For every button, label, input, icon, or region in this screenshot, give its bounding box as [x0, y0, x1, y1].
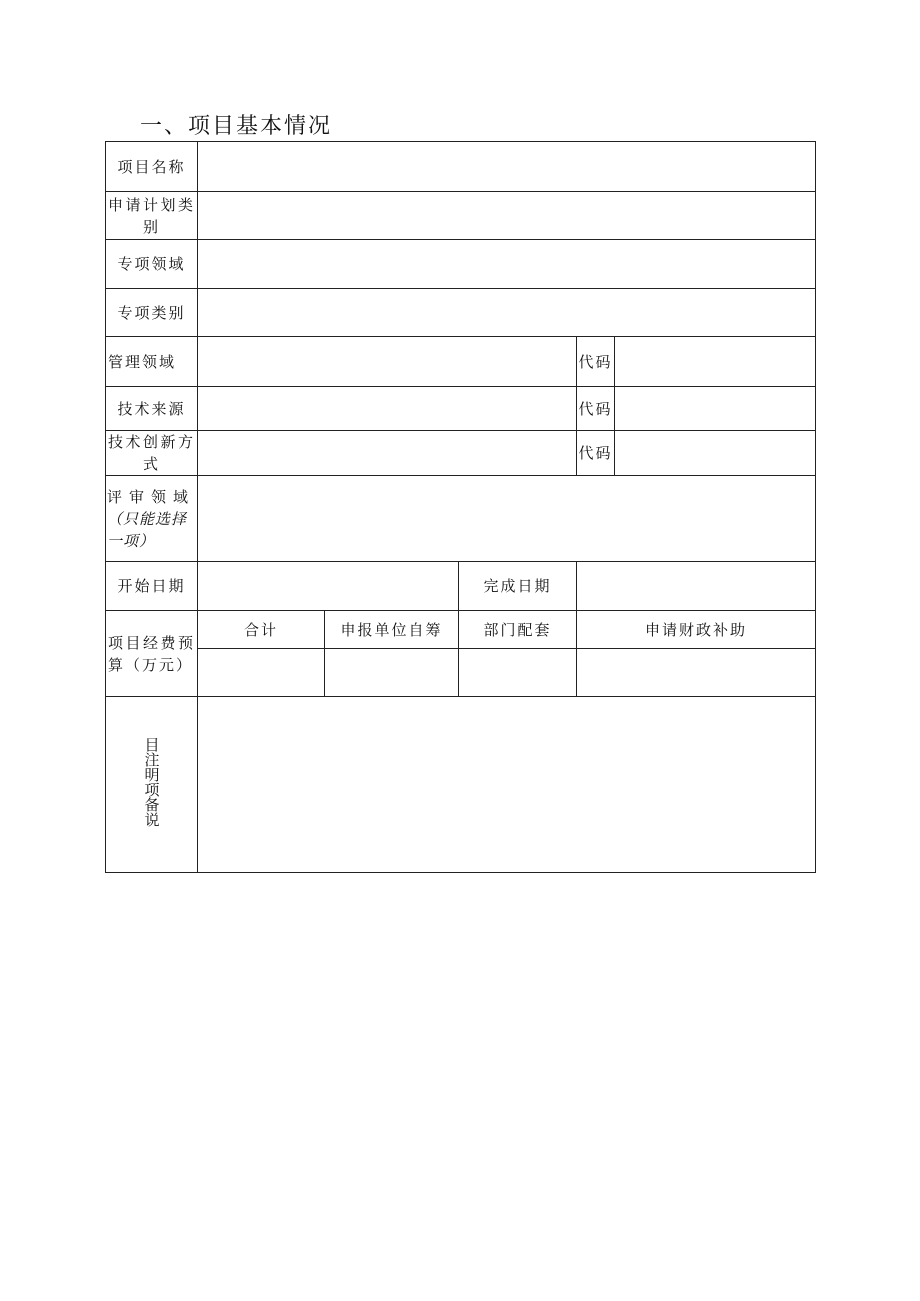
remarks-field[interactable] — [198, 697, 816, 873]
budget-label-line2: 算（万元） — [108, 655, 194, 674]
innovation-code-field[interactable] — [615, 431, 816, 476]
budget-total-header: 合计 — [198, 611, 325, 649]
tech-source-code-field[interactable] — [615, 387, 816, 431]
innovation-code-label: 代码 — [577, 431, 615, 476]
plan-category-label-line1: 申请计划类 — [108, 195, 195, 214]
budget-self-field[interactable] — [325, 649, 459, 697]
plan-category-label-line2: 别 — [142, 217, 160, 236]
management-code-label: 代码 — [577, 337, 615, 387]
end-date-field[interactable] — [577, 562, 816, 611]
tech-source-field[interactable] — [198, 387, 577, 431]
tech-source-label: 技术来源 — [106, 387, 198, 431]
plan-category-label — [106, 192, 198, 240]
innovation-field[interactable] — [198, 431, 577, 476]
innovation-label-line2: 式 — [142, 455, 160, 473]
project-info-table — [105, 141, 816, 873]
remarks-label — [106, 697, 198, 873]
project-name-field[interactable] — [198, 142, 816, 192]
budget-subsidy-field[interactable] — [577, 649, 816, 697]
budget-total-field[interactable] — [198, 649, 325, 697]
start-date-label: 开始日期 — [106, 562, 198, 611]
budget-label — [106, 611, 198, 697]
review-field-label-line2: （只能选择 — [107, 509, 188, 528]
management-field-field[interactable] — [198, 337, 577, 387]
innovation-label — [106, 431, 198, 476]
project-name-label: 项目名称 — [106, 142, 198, 192]
special-field-field[interactable] — [198, 240, 816, 289]
special-category-field[interactable] — [198, 289, 816, 337]
review-field-label — [106, 476, 198, 562]
review-field-label-line3: 一项） — [107, 531, 156, 550]
budget-dept-field[interactable] — [459, 649, 577, 697]
budget-self-header: 申报单位自筹 — [325, 611, 459, 649]
budget-dept-header: 部门配套 — [459, 611, 577, 649]
section-title: 一、项目基本情况 — [140, 114, 333, 139]
remarks-label-text: 目注明项备说 — [142, 736, 161, 827]
budget-subsidy-header: 申请财政补助 — [577, 611, 816, 649]
plan-category-field[interactable] — [198, 192, 816, 240]
special-field-label: 专项领域 — [106, 240, 198, 289]
innovation-label-line1: 技术创新方 — [108, 433, 195, 451]
start-date-field[interactable] — [198, 562, 459, 611]
review-field-label-line1: 评审领域 — [107, 487, 196, 506]
management-code-field[interactable] — [615, 337, 816, 387]
special-category-label: 专项类别 — [106, 289, 198, 337]
budget-label-line1: 项目经费预 — [108, 633, 195, 652]
end-date-label: 完成日期 — [459, 562, 577, 611]
tech-source-code-label: 代码 — [577, 387, 615, 431]
review-field-field[interactable] — [198, 476, 816, 562]
management-field-label: 管理领域 — [106, 337, 198, 387]
